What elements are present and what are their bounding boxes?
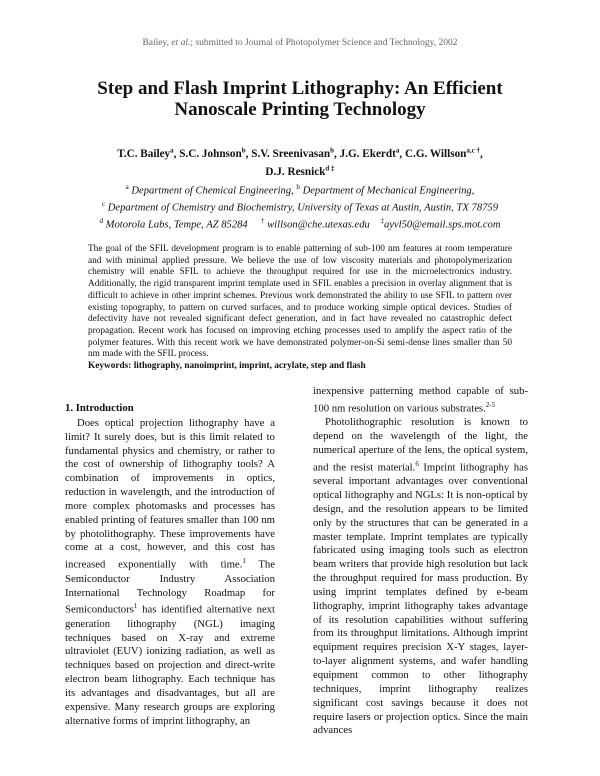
citation: 1 [242, 557, 246, 566]
affiliations [70, 181, 530, 232]
author-list [90, 143, 510, 180]
author: D.J. Resnick$^{d \ddagger}$ [265, 164, 335, 179]
author: C.G. Willson$^{a,c \dagger}$, [404, 146, 483, 160]
paper-title [60, 78, 540, 120]
affiliation-line-2: $^c$ Department of Chemistry and Biochemistry, University of Texas at Austin, Austin, TX 78759 [101, 200, 499, 214]
running-head-etal: et al. [171, 38, 191, 48]
abstract [88, 244, 512, 373]
citation: 1 [133, 602, 138, 611]
email-willson: willson@che.utexas.edu [264, 219, 370, 231]
running-head-prefix: Bailey, [142, 38, 172, 48]
abstract-text: The goal of the SFIL development program is to enable patterning of sub-100 nm features at room temperature and with minimal applied pressure. We believe the use of low viscosity materials and photopolymerization chemistry will enable SFIL to achieve the throughput required for use in the microelectronics industry. Additionally, the rigid transparent imprint template used in SFIL enables a precision in overlay alignment that is difficult to achieve in other imprint schemes. Previous work demonstrated the ability to use SFIL to pattern over existing topography, to pattern on curved surfaces, and to produce working simple optical devices. Studies of defectivity have not revealed significant defect generation, and in fact have revealed no catastrophic defect propagation. Recent work has focused on improving etching processes used to amplify the aspect ratio of the polymer features. With this recent work we have demonstrated polymer-on-Si semi-dense lines smaller than 50 nm made with the SFIL process. [88, 244, 512, 360]
email-resnick: ayvl50@email.sps.mot.com [383, 219, 501, 231]
author: T.C. Bailey$^a$, [117, 146, 180, 160]
running-head [0, 38, 600, 48]
intro-paragraph-1: Does optical projection lithography have a limit? It surely does, but is this limit related to fundamental physics and chemistry, or rather to the cost of ownership of lithography tools? A combination of improvements in optics, reduction in wavelength, and the introduction of more complex photomasks and processes has enabled printing of features smaller than 100 nm by photolithography. These improvements have come at a cost, however, and this cost has increased exponentially with time.$^1$ The Semiconductor Industry Association International Technology Roadmap for Semiconductors$^1$ has identified alternative next generation lithography (NGL) imaging techniques based on X-ray and extreme ultraviolet (EUV) ionizing radiation, as well as techniques based on projection and direct-write electron beam lithography. Each technique has its advantages and disadvantages, but all are expensive. Many research groups are exploring alternative forms of imprint lithography, an [65, 416, 275, 727]
intro-paragraph-2: Photolithographic resolution is known to depend on the wavelength of the light, the numerical aperture of the lens, the optical system, and the resist material.$^6$ Imprint lithography has several important advantages over conventional optical lithography and NGLs: It is non-optical by design, and the resolution appears to be limited only by the structures that can be generated in a master template. Imprint templates are typically fabricated using imaging tools such as electron beam writers that provide high resolution but lack the throughput required for mass production. By using imprint templates defined by e-beam lithography, imprint lithography takes advantage of its resolution capabilities without suffering from its throughput limitations. Although imprint equipment requires precision X-Y stages, layer-to-layer alignment systems, and wafer handling equipment common to other lithography techniques, imprint lithography realizes significant cost savings because it does not require lasers or projection optics. Since the main advances [313, 416, 528, 737]
right-column [313, 385, 528, 738]
left-column [65, 402, 275, 729]
author: S.C. Johnson$^b$, [179, 146, 252, 160]
affiliation-line-3: $^d$ Motorola Labs, Tempe, AZ 85284 † willson@che.utexas.edu ‡ayvl50@email.sps.mot.com [99, 217, 501, 231]
title-line-2: Nanoscale Printing Technology [174, 99, 426, 120]
running-head-suffix: ; submitted to Journal of Photopolymer Science and Technology, 2002 [190, 38, 458, 48]
keywords: Keywords: lithography, nanoimprint, imprint, acrylate, step and flash [88, 361, 366, 372]
title-line-1: Step and Flash Imprint Lithography: An Efficient [97, 78, 503, 99]
citation: 6 [415, 459, 419, 468]
author: J.G. Ekerdt$^a$, [339, 146, 405, 160]
intro-paragraph-1-cont: inexpensive patterning method capable of sub-100 nm resolution on various substrates.$^{2-5}$ [313, 385, 528, 415]
affiliation-line-1: $^a$ Department of Chemical Engineering, $^b$ Department of Mechanical Engineering, [125, 183, 475, 197]
section-heading-introduction: 1. Introduction [65, 402, 134, 414]
author: S.V. Sreenivasan$^b$, [251, 146, 340, 160]
citation: 2-5 [485, 400, 496, 409]
